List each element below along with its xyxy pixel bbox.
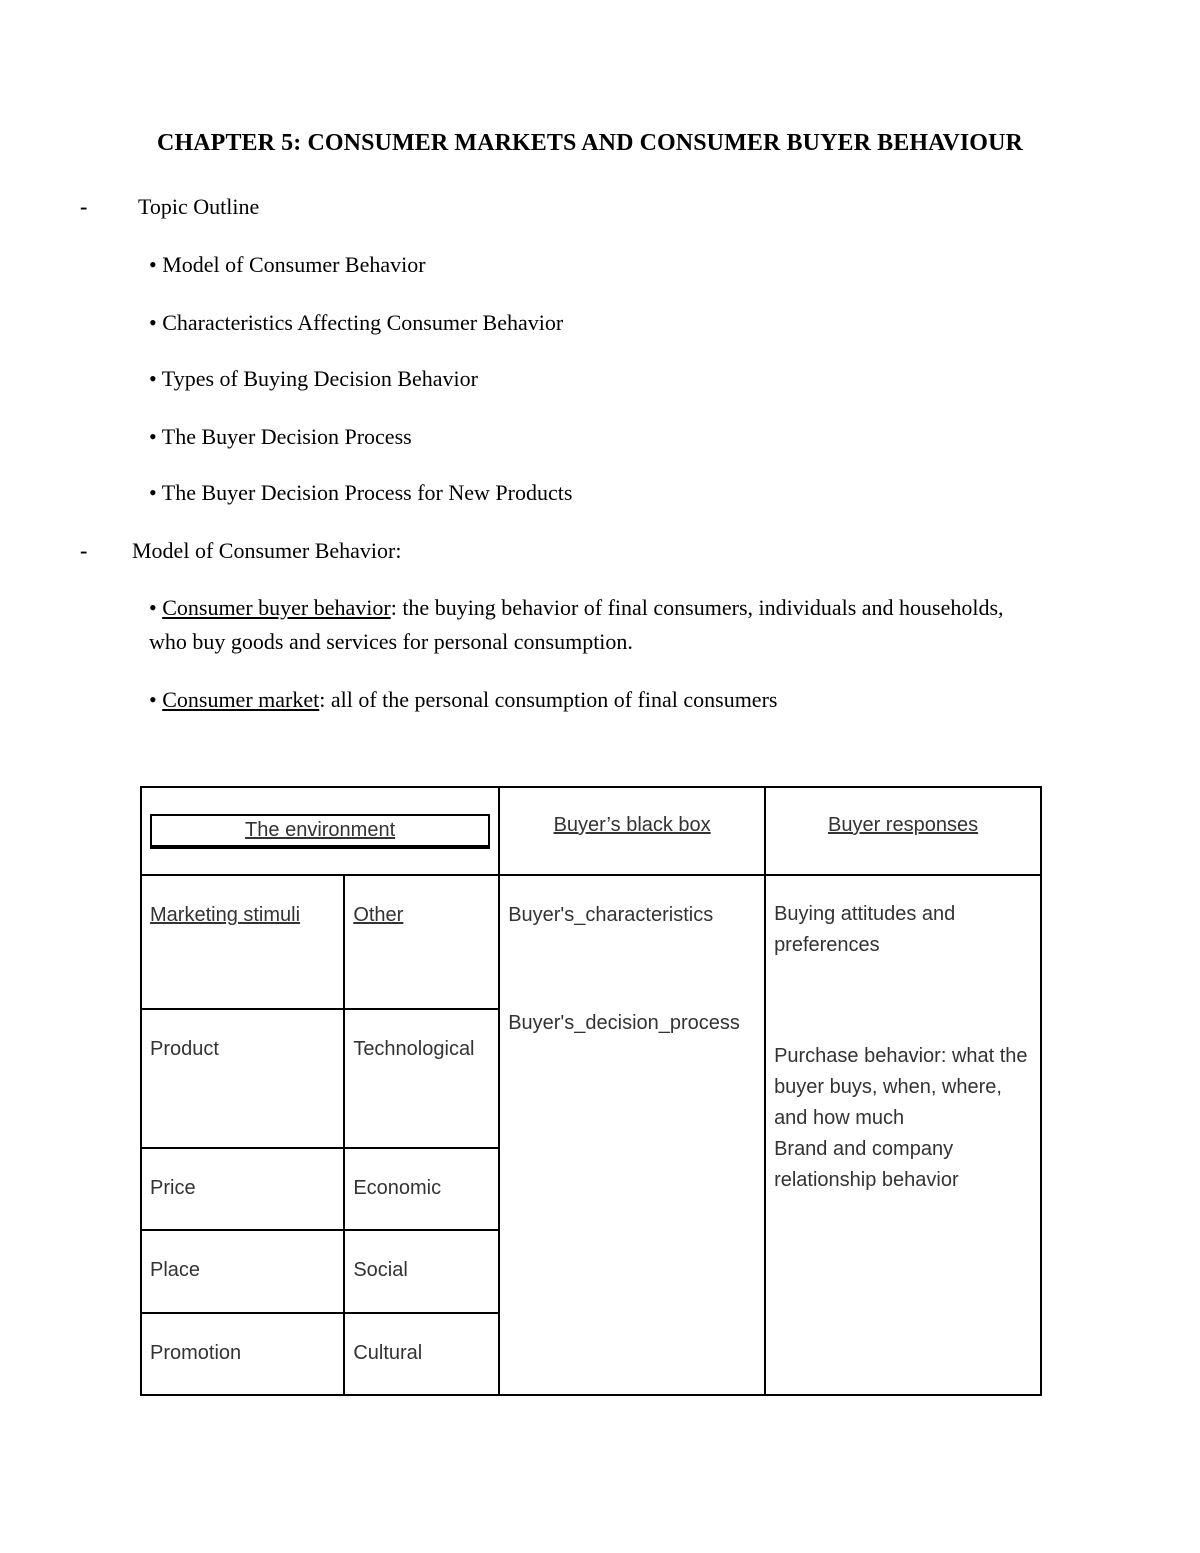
- outline-item-3: • Types of Buying Decision Behavior: [149, 366, 478, 391]
- black-box-header: Buyer’s black box: [499, 787, 765, 875]
- response-attitudes: Buying attitudes and preferences: [774, 903, 956, 956]
- response-relationship-behavior: Brand and company relationship behavior: [774, 1138, 959, 1191]
- outline-item-5: • The Buyer Decision Process for New Products: [149, 480, 573, 505]
- outline-item-1: • Model of Consumer Behavior: [149, 252, 426, 277]
- environment-header-cell: [141, 787, 499, 875]
- definition-consumer-buyer-behavior: [149, 591, 1029, 659]
- model-dash: -: [80, 538, 88, 563]
- term-consumer-buyer-behavior: Consumer buyer behavior: [162, 595, 391, 620]
- topic-outline-heading: Topic Outline: [138, 194, 260, 219]
- response-purchase-behavior: Purchase behavior: what the buyer buys, when, where, and how much: [774, 1045, 1028, 1129]
- definition-text: : all of the personal consumption of final consumers: [319, 687, 778, 712]
- environment-label: The environment: [150, 814, 490, 849]
- bullet-mark: •: [149, 595, 163, 620]
- outline-item-4: • The Buyer Decision Process: [149, 424, 412, 449]
- outline-item-2: • Characteristics Affecting Consumer Behavior: [149, 310, 564, 335]
- black-box-cell: [499, 875, 765, 1395]
- responses-header: Buyer responses: [765, 787, 1041, 875]
- stimulus-price: Price: [141, 1148, 344, 1230]
- buyer-decision-process: Buyer's_decision_process: [508, 1012, 740, 1034]
- definition-consumer-market: [149, 683, 1029, 717]
- other-header: Other: [344, 875, 499, 1009]
- other-technological: Technological: [344, 1009, 499, 1148]
- term-consumer-market: Consumer market: [162, 687, 320, 712]
- definition-text: : the buying behavior of final consumers, individuals and households, who buy goods and services for personal consumption.: [149, 595, 1004, 654]
- bullet-mark: •: [149, 687, 163, 712]
- model-heading: Model of Consumer Behavior:: [132, 538, 402, 563]
- chapter-title: CHAPTER 5: CONSUMER MARKETS AND CONSUMER BUYER BEHAVIOUR: [157, 130, 1023, 156]
- buyer-characteristics: Buyer's_characteristics: [508, 904, 714, 926]
- consumer-behavior-model-table: [140, 786, 1042, 1396]
- stimulus-promotion: Promotion: [141, 1313, 344, 1395]
- responses-cell: [765, 875, 1041, 1395]
- stimulus-product: Product: [141, 1009, 344, 1148]
- stimulus-place: Place: [141, 1230, 344, 1313]
- other-cultural: Cultural: [344, 1313, 499, 1395]
- other-social: Social: [344, 1230, 499, 1313]
- marketing-stimuli-header: Marketing stimuli: [141, 875, 344, 1009]
- outline-dash: -: [80, 194, 88, 219]
- other-economic: Economic: [344, 1148, 499, 1230]
